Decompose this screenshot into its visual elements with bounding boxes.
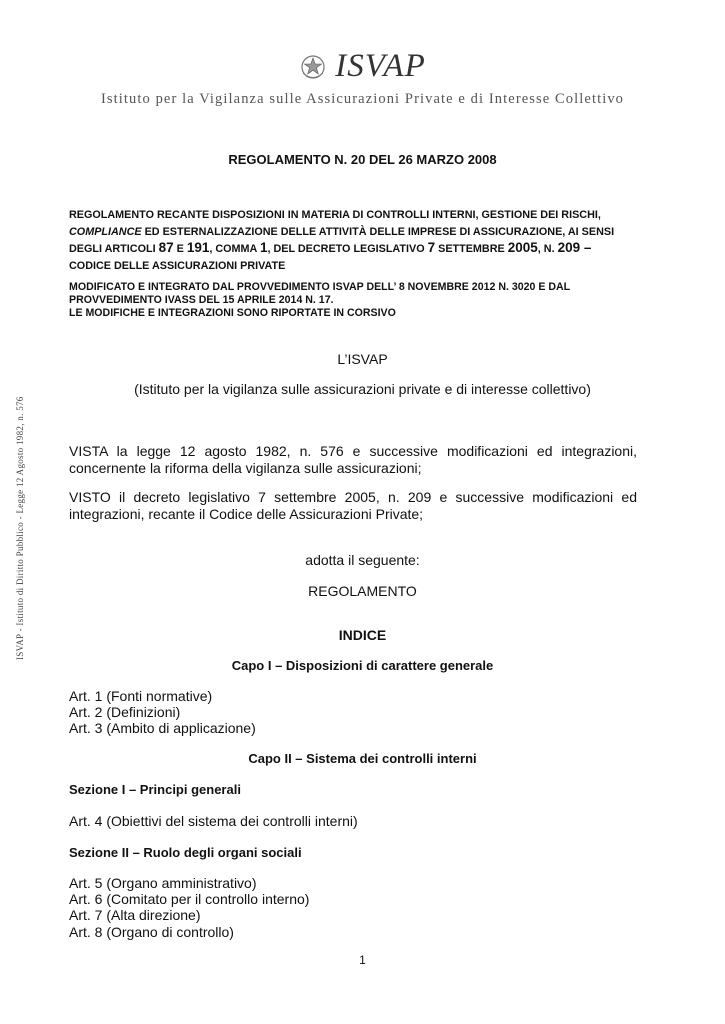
institute-name: Istituto per la Vigilanza sulle Assicurazioni Private e di Interesse Collettivo [100,91,625,107]
article-item: Art. 4 (Obiettivi del sistema dei controlli interni) [69,813,358,829]
modification-line-c: LE MODIFICHE E INTEGRAZIONI SONO RIPORTATE IN CORSIVO [69,307,396,319]
authority-full-name: (Istituto per la vigilanza sulle assicurazioni private e di interesse collettivo) [134,381,591,397]
chapter-2-title: Capo II – Sistema dei controlli interni [248,751,477,766]
subject-text: SETTEMBRE [435,243,508,255]
subject-number: 87 [158,240,174,255]
chapter-1-articles [69,688,256,737]
subject-text: DEGLI ARTICOLI [69,243,159,255]
regulation-title: REGOLAMENTO N. 20 DEL 26 MARZO 2008 [228,152,497,167]
header-logo [0,48,725,88]
brand-name: ISVAP [335,48,426,84]
article-item: Art. 7 (Alta direzione) [69,907,201,924]
subject-number: 1 [259,240,268,255]
article-item: Art. 6 (Comitato per il controllo interno) [69,891,310,908]
adoption-statement: adotta il seguente: [305,552,420,568]
republic-emblem-icon [299,51,327,83]
modification-note [69,281,637,320]
subject-text: E [173,243,187,255]
compliance-word: COMPLIANCE [69,225,142,238]
subject-text: , DEL DECRETO LEGISLATIVO [267,243,428,255]
subject-text: , COMMA [209,243,260,255]
authority-heading: L’ISVAP [337,351,388,367]
chapter-1-title: Capo I – Disposizioni di carattere generale [231,658,494,673]
subject-line-d: CODICE DELLE ASSICURAZIONI PRIVATE [69,259,286,272]
article-item: Art. 2 (Definizioni) [69,704,181,721]
subject-line-b [69,224,637,241]
regulation-subject [69,207,637,274]
subject-number: 7 [427,240,436,255]
index-heading: INDICE [338,627,387,643]
article-item: Art. 8 (Organo di controllo) [69,923,234,940]
modification-line-b: PROVVEDIMENTO IVASS DEL 15 APRILE 2014 N. 17. [69,294,334,306]
side-legal-note: ISVAP - Istituto di Diritto Pubblico - Legge 12 Agosto 1982, n. 576 [15,396,25,660]
subject-line-c [69,240,637,258]
subject-line-a: REGOLAMENTO RECANTE DISPOSIZIONI IN MATERIA DI CONTROLLI INTERNI, GESTIONE DEI RISCHI, [69,209,601,221]
section-2-articles [69,875,309,940]
page-number: 1 [359,953,366,967]
subject-text: , N. [537,243,558,255]
subject-text: – [580,240,592,255]
section-2-title: Sezione II – Ruolo degli organi sociali [69,845,302,860]
section-1-title: Sezione I – Principi generali [69,782,241,797]
subject-number: 2005 [507,240,538,255]
preamble-visto: VISTO il decreto legislativo 7 settembre 2005, n. 209 e successive modificazioni ed integrazioni, recante il Codice delle Assicurazioni Private; [69,489,637,522]
section-1-articles [69,813,358,829]
article-item: Art. 3 (Ambito di applicazione) [69,720,256,737]
subject-line-b-text: ED ESTERNALIZZAZIONE DELLE ATTIVITÀ DELLE IMPRESE DI ASSICURAZIONE, AI SENSI [141,225,615,238]
modification-line-a: MODIFICATO E INTEGRATO DAL PROVVEDIMENTO ISVAP DELL’ 8 NOVEMBRE 2012 N. 3020 E DAL [69,281,571,293]
article-item: Art. 1 (Fonti normative) [69,688,213,704]
article-item: Art. 5 (Organo amministrativo) [69,875,257,891]
regulation-heading: REGOLAMENTO [308,583,417,599]
subject-number: 209 [557,240,581,255]
preamble-vista: VISTA la legge 12 agosto 1982, n. 576 e successive modificazioni ed integrazioni, concernente la riforma della vigilanza sulle assicurazioni; [69,443,637,476]
subject-number: 191 [186,240,210,255]
